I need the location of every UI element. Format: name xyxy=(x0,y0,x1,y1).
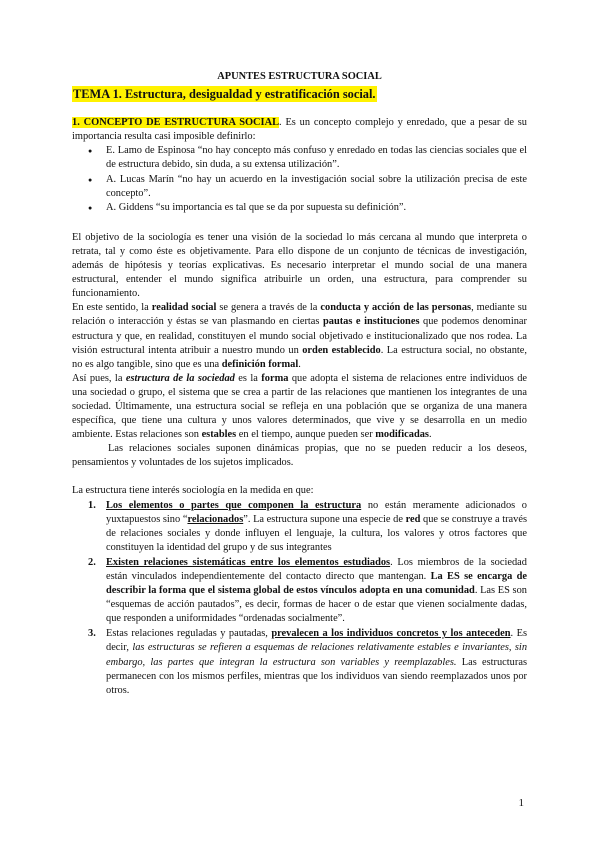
paragraph-asi-pues: Así pues, la estructura de la sociedad es la forma que adopta el sistema de relaciones entre individuos de una sociedad o grupo, el sistema que se crea a partir de las relaciones que mantienen los integrantes de una sociedad. Últimamente, una estructura social se refleja en una población que se organiza de una manera específica, que tiene una cultura y unos valores determinados, que vive y se desarrolla en un medio ambiente. Estas relaciones son estables en el tiempo, aunque pueden ser modificadas. xyxy=(72,372,527,441)
interest-list xyxy=(72,499,527,698)
quote-list xyxy=(72,144,527,214)
paragraph-interes: La estructura tiene interés sociología en la medida en que: xyxy=(72,485,314,497)
quote-item: ● A. Giddens “su importancia es tal que se da por supuesta su definición”. xyxy=(106,201,527,215)
section-1-intro: 1. CONCEPTO DE ESTRUCTURA SOCIAL. Es un concepto complejo y enredado, que a pesar de su importancia resulta casi imposible definirlo: xyxy=(72,117,527,143)
section-1-heading: 1. CONCEPTO DE ESTRUCTURA SOCIAL xyxy=(72,117,280,129)
paragraph-objetivo: El objetivo de la sociología es tener una visión de la sociedad lo más cercana al mundo que interpreta o retrata, tal y como éste es objetivamente. Para ello dispone de un conjunto de técnicas de investigación, además de hipótesis y teorías explicativas. Es necesario interpretar el mundo social de una manera estructural, entender el mundo significa atribuirle un orden, una estructura, para comprender su funcionamiento. xyxy=(72,231,527,300)
document-title: APUNTES ESTRUCTURA SOCIAL xyxy=(217,71,382,82)
tema-heading: TEMA 1. Estructura, desigualdad y estratificación social. xyxy=(73,87,376,102)
tema-heading-line xyxy=(72,86,527,103)
document-page xyxy=(72,70,527,699)
quote-item: ● A. Lucas Marín “no hay un acuerdo en la investigación social sobre la utilización precisa de este concepto”. xyxy=(106,173,527,201)
list-item: 3. Estas relaciones reguladas y pautadas, prevalecen a los individuos concretos y los anteceden. Es decir, las estructuras se refieren a esquemas de relaciones relativamente estables e invariantes, sin embargo, las partes que integran la estructura son variables y reemplazables. Las estructuras permanecen con los mismos perfiles, mientras que los individuos van siendo reemplazados unos por otros. xyxy=(88,628,528,696)
paragraph-realidad: En este sentido, la realidad social se genera a través de la conducta y acción de las personas, mediante su relación o interacción y éstas se van plasmando en ciertas pautas e instituciones que podemos denominar estructura y que, en realidad, constituyen el mundo social objetivado e institucionalizado que nos rodea. La visión estructural intenta atribuir a nuestro mundo un orden establecido. La estructura social, no obstante, no es algo tangible, sino que es una definición formal. xyxy=(72,302,528,370)
paragraph-relaciones: Las relaciones sociales suponen dinámicas propias, que no se pueden reducir a los deseos, pensamientos y voluntades de los sujetos implicados. xyxy=(72,443,527,469)
list-item: 2. Existen relaciones sistemáticas entre los elementos estudiados. Los miembros de la sociedad están vinculados independientemente del contacto directo que mantengan. La ES se encarga de describir la forma que el sistema global de estos vínculos adopta en una comunidad. Las ES son “esquemas de acción pautados”, es decir, formas de hacer o de estar que vienen socialmente dadas, que responden a uniformidades “ordenadas socialmente”. xyxy=(88,556,527,625)
list-item: 1. Los elementos o partes que componen la estructura no están meramente adicionados o yuxtapuestos sino “relacionados”. La estructura supone una especie de red que se construye a través de relaciones sociales y donde influyen el lenguaje, la cultura, los valores y otros factores que constituyen la identidad del grupo y de sus integrantes xyxy=(88,499,527,553)
quote-item: ● E. Lamo de Espinosa “no hay concepto más confuso y enredado en todas las ciencias sociales que el de estructura debido, sin duda, a su extensa utilización”. xyxy=(106,144,527,172)
page-number: 1 xyxy=(518,797,524,809)
